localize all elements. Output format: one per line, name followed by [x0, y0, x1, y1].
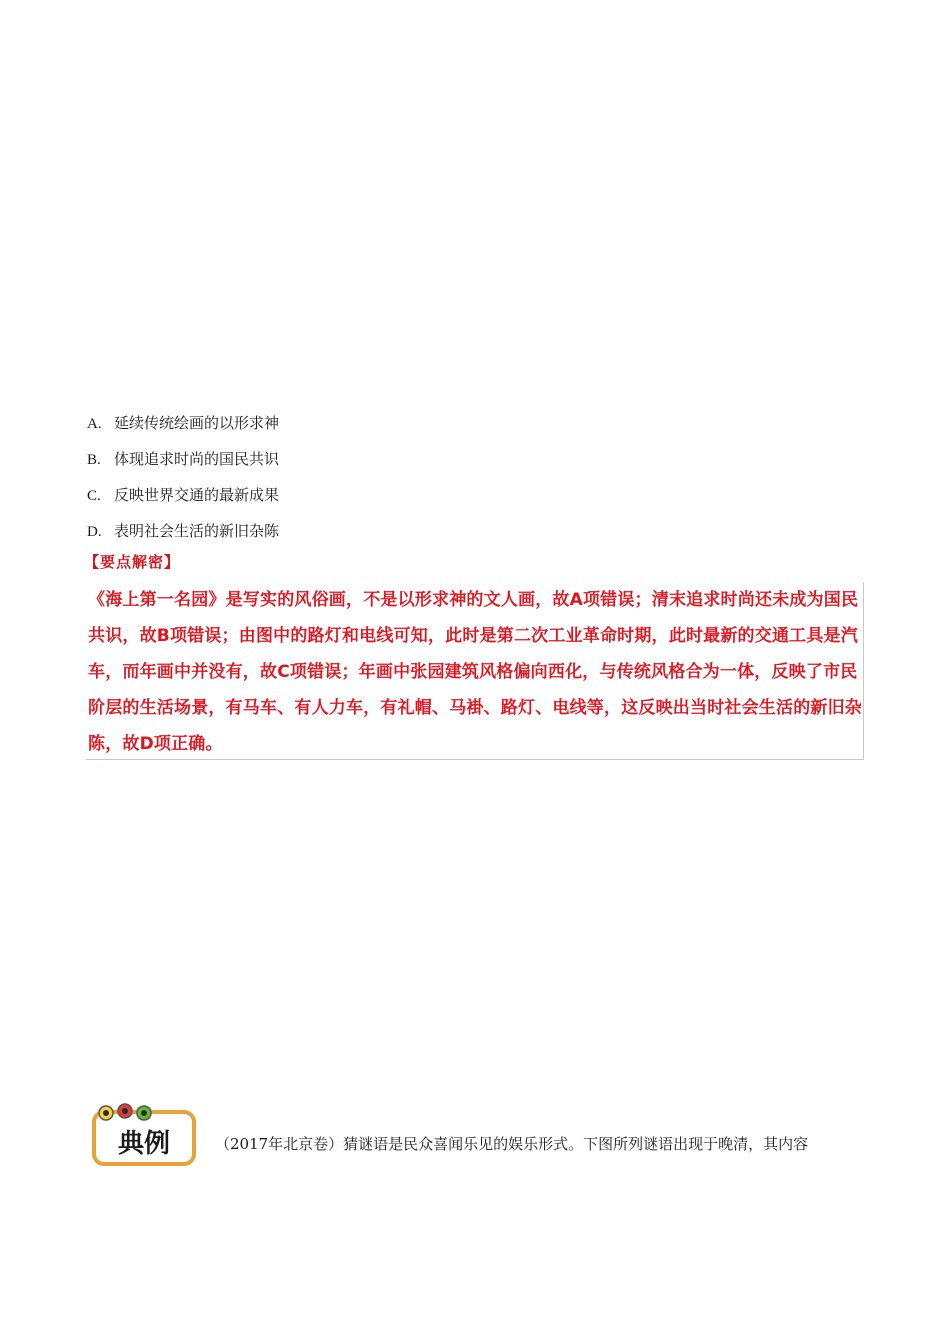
option-b	[87, 441, 867, 477]
example-question: （2017年北京卷）猜谜语是民众喜闻乐见的娱乐形式。下图所列谜语出现于晚清，其内容	[215, 1135, 809, 1153]
option-c	[87, 477, 867, 513]
option-text: 延续传统绘画的以形求神	[114, 414, 280, 432]
option-letter: B.	[87, 452, 101, 468]
option-a	[87, 405, 867, 441]
example-badge-label: 典例	[117, 1129, 171, 1159]
key-points-label: 【要点解密】	[84, 553, 181, 571]
option-text: 表明社会生活的新旧杂陈	[114, 522, 280, 540]
option-letter: A.	[87, 416, 102, 432]
option-text: 反映世界交通的最新成果	[114, 486, 280, 504]
answer-options	[87, 405, 867, 549]
option-letter: C.	[87, 488, 101, 504]
analysis-box	[86, 582, 864, 760]
option-d	[87, 513, 867, 549]
option-letter: D.	[87, 524, 102, 540]
option-text: 体现追求时尚的国民共识	[114, 450, 280, 468]
analysis-text: 《海上第一名园》是写实的风俗画，不是以形求神的文人画，故A项错误；清末追求时尚还未成为国民共识，故B项错误；由图中的路灯和电线可知，此时是第二次工业革命时期，此时最新的交通工具是汽车，而年画中并没有，故C项错误；年画中张园建筑风格偏向西化，与传统风格合为一体，反映了市民阶层的生活场景，有马车、有人力车，有礼帽、马褂、路灯、电线等，这反映出当时社会生活的新旧杂陈，故D项正确。	[88, 590, 862, 754]
